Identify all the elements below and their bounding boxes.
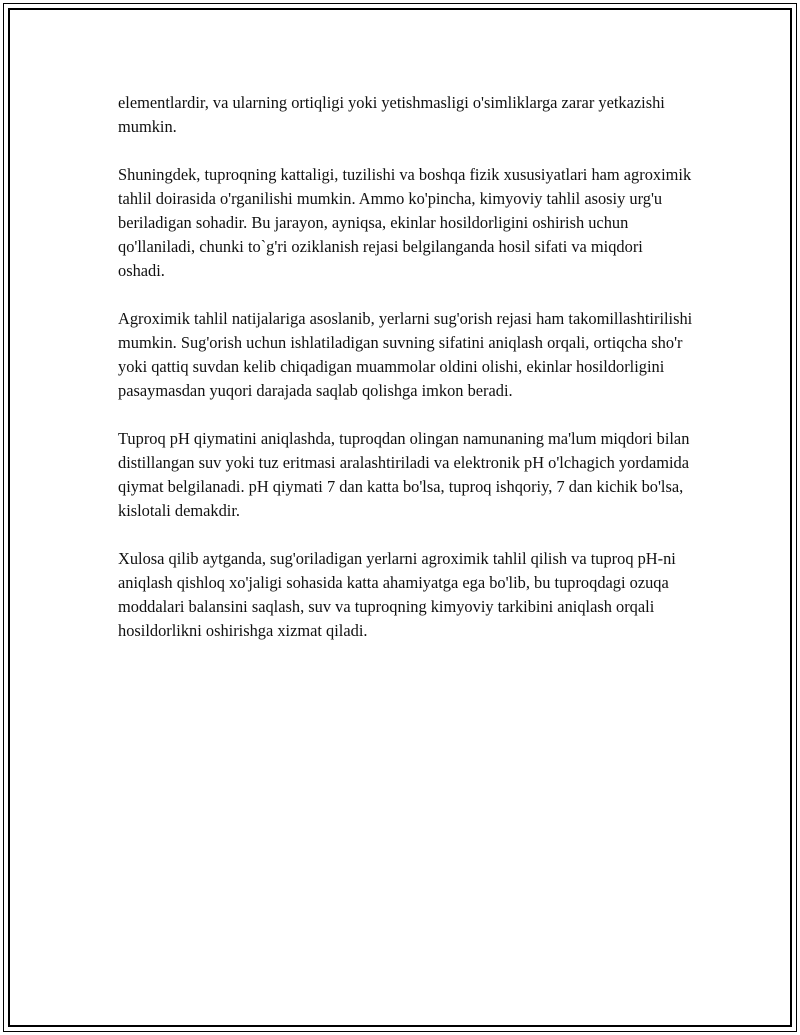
paragraph-1: elementlardir, va ularning ortiqligi yoki yetishmasligi o'simliklarga zarar yetkazishi mumkin. — [118, 93, 665, 136]
paragraph-3: Agroximik tahlil natijalariga asoslanib, yerlarni sug'orish rejasi ham takomillashtirilishi mumkin. Sug'orish uchun ishlatiladigan suvning sifatini aniqlash orqali, ortiqcha sho'r yoki qattiq suvdan kelib chiqadigan muammolar oldini olishi, ekinlar hosildorligini pasaymasdan yuqori darajada saqlab qolishga imkon beradi. — [118, 309, 693, 400]
paragraph-4: Tuproq pH qiymatini aniqlashda, tuproqdan olingan namunaning ma'lum miqdori bilan distillangan suv yoki tuz eritmasi aralashtiriladi va elektronik pH o'lchagich yordamida qiymat belgilanadi. pH qiymati 7 dan katta bo'lsa, tuproq ishqoriy, 7 dan kichik bo'lsa, kislotali demakdir. — [118, 429, 690, 520]
document-body — [118, 91, 693, 667]
paragraph-5: Xulosa qilib aytganda, sug'oriladigan yerlarni agroximik tahlil qilish va tuproq pH-ni aniqlash qishloq xo'jaligi sohasida katta ahamiyatga ega bo'lib, bu tuproqdagi ozuqa moddalari balansini saqlash, suv va tuproqning kimyoviy tarkibini aniqlash orqali hosildorlikni oshirishga xizmat qiladi. — [118, 549, 676, 640]
paragraph-2: Shuningdek, tuproqning kattaligi, tuzilishi va boshqa fizik xususiyatlari ham agroximik tahlil doirasida o'rganilishi mumkin. Ammo ko'pincha, kimyoviy tahlil asosiy urg'u beriladigan sohadir. Bu jarayon, ayniqsa, ekinlar hosildorligini oshirish uchun qo'llaniladi, chunki to`g'ri oziklanish rejasi belgilanganda hosil sifati va miqdori oshadi. — [118, 165, 692, 280]
